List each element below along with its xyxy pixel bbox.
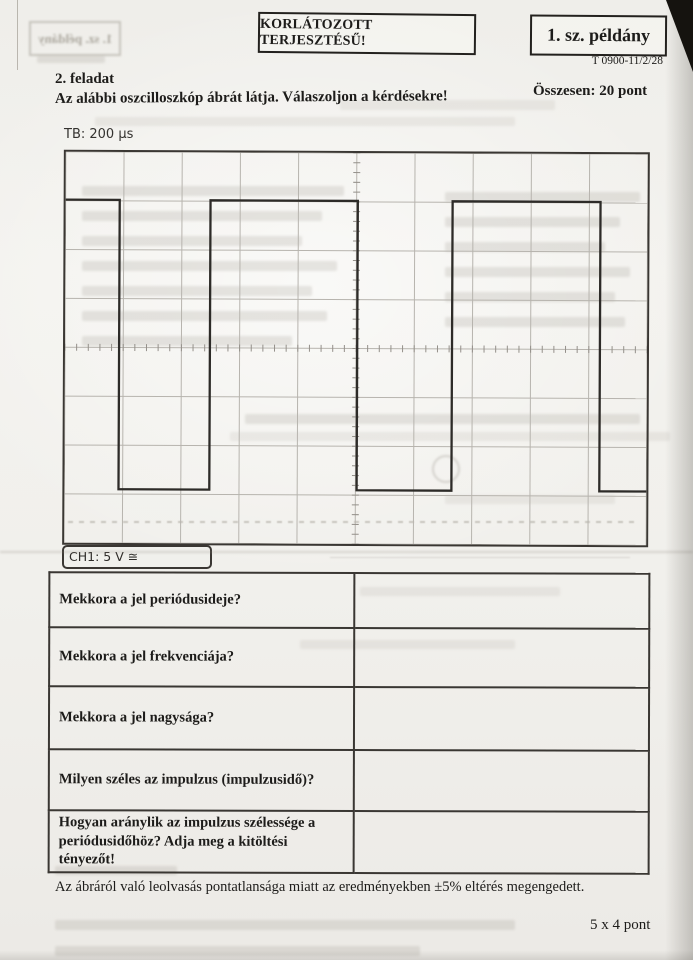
- copy-number-label: 1. sz. példány: [546, 24, 651, 46]
- questions-table: [48, 571, 651, 874]
- total-points-label: Összesen: 20 pont: [533, 83, 648, 99]
- answer-cell: [354, 628, 650, 688]
- tolerance-note: Az ábráról való leolvasás pontatlansága miatt az eredményekben ±5% eltérés megengedett.: [55, 879, 585, 895]
- bleedthrough-copy-label: 1. sz. példány: [37, 30, 113, 46]
- question-cell: Milyen széles az impulzus (impulzusidő)?: [49, 749, 354, 811]
- paper-edge: [17, 0, 18, 70]
- question-cell: Mekkora a jel nagysága?: [49, 686, 354, 750]
- question-cell: Hogyan aránylik az impulzus szélessége a periódusidőhöz? Adja meg a kitöltési tényezőt!: [49, 810, 354, 872]
- question-row: [49, 749, 649, 812]
- answer-cell: [353, 750, 649, 812]
- paper-crease: [330, 557, 630, 558]
- oscilloscope-screen: [62, 150, 650, 548]
- task-instruction: Az alábbi oszcilloszkóp ábrát látja. Válaszoljon a kérdésekre!: [54, 88, 448, 107]
- question-row: [49, 627, 649, 688]
- answer-cell: [354, 573, 650, 629]
- document-code: T 0900-11/2/28: [591, 55, 663, 67]
- paper-crease: [0, 551, 693, 553]
- question-cell: Mekkora a jel frekvenciája?: [49, 627, 354, 687]
- answer-cell: [354, 687, 650, 751]
- bleedthrough-smudge: [95, 117, 515, 126]
- bleedthrough-copy-box: [29, 21, 121, 56]
- question-row: [49, 810, 649, 873]
- bleedthrough-smudge: [37, 56, 105, 63]
- scan-shadow: [0, 950, 693, 960]
- question-cell: Mekkora a jel periódusideje?: [49, 572, 354, 628]
- answer-cell: [353, 811, 649, 873]
- scan-shadow: [665, 0, 693, 960]
- restricted-distribution-box: [258, 12, 476, 55]
- channel-label: CH1: 5 V ≅: [62, 545, 212, 569]
- bleedthrough-smudge: [55, 920, 515, 930]
- timebase-label: TB: 200 µs: [64, 127, 134, 142]
- task-number: 2. feladat: [55, 71, 115, 87]
- question-row: [49, 572, 649, 629]
- points-label: 5 x 4 pont: [590, 917, 651, 933]
- copy-number-box: [530, 15, 667, 57]
- page-corner-fold: [666, 0, 693, 72]
- question-row: [49, 686, 649, 751]
- restricted-distribution-label: KORLÁTOZOTT TERJESZTÉSŰ!: [259, 16, 373, 49]
- waveform-chart: [64, 152, 648, 546]
